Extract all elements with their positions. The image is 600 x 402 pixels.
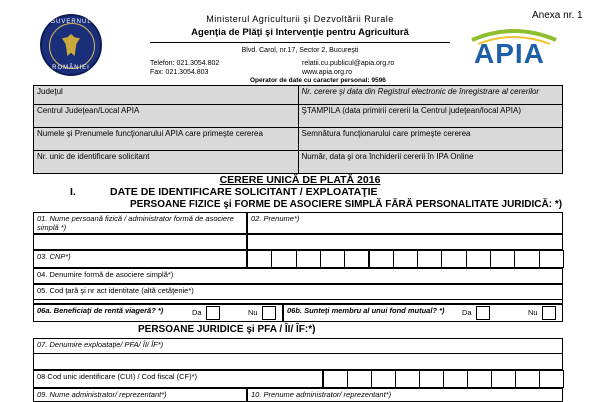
form-title: CERERE UNICĂ DE PLATĂ 2016 bbox=[219, 174, 381, 186]
cui-digit-cell[interactable] bbox=[515, 370, 540, 388]
subsection-natural-persons: PERSOANE FIZICE şi FORME DE ASOCIERE SIMPLĂ FĂRĂ PERSONALITATE JURIDICĂ: *) bbox=[130, 199, 563, 210]
section-number: I. bbox=[70, 186, 76, 198]
annex-label: Anexa nr. 1 bbox=[532, 10, 583, 21]
county-cell[interactable]: Judeţul bbox=[34, 86, 299, 105]
table-row bbox=[34, 151, 563, 174]
agency-address: Blvd. Carol, nr.17, Sector 2, Bucureşti bbox=[241, 47, 359, 54]
email-address: relatii.cu.publicul@apia.org.ro bbox=[302, 60, 395, 67]
subsection-legal-persons: PERSOANE JURIDICE şi PFA / ÎI/ ÎF:*) bbox=[138, 324, 316, 335]
field-06a-annuity bbox=[33, 304, 283, 322]
agency-name: Agenţia de Plăţi şi Intervenţie pentru Agricultură bbox=[191, 27, 409, 38]
seal-bottom-text: ROMÂNIEI bbox=[52, 65, 90, 71]
field-06b-mutual-fund bbox=[283, 304, 563, 322]
field-02-label: 02. Prenume*) bbox=[251, 214, 300, 223]
clerk-signature-cell[interactable]: Semnătura funcţionarului care primeşte cererea bbox=[298, 128, 563, 151]
cnp-digit-cell[interactable] bbox=[539, 250, 564, 268]
field-03-cnp[interactable] bbox=[33, 250, 247, 268]
table-row bbox=[34, 86, 563, 105]
field-01-label: 01. Nume persoană fizică / administrator formă de asociere simplă *) bbox=[37, 214, 234, 232]
contact-phones bbox=[150, 59, 219, 77]
cui-digit-cell[interactable] bbox=[443, 370, 468, 388]
operator-number: Operator de date cu caracter personal: 9596 bbox=[250, 77, 386, 84]
field-03-label: 03. CNP*) bbox=[37, 252, 71, 261]
06a-yes-label: Da bbox=[192, 308, 202, 317]
field-06b-label: 06b. Sunteţi membru al unui fond mutual? *) bbox=[287, 306, 445, 315]
cnp-digit-cell[interactable] bbox=[441, 250, 466, 268]
field-10-label: 10. Prenume administrator/ reprezentant*) bbox=[251, 390, 392, 399]
cui-digit-cell[interactable] bbox=[539, 370, 564, 388]
field-09-label: 09. Nume administrator/ reprezentant*) bbox=[37, 390, 167, 399]
field-04-association-name[interactable] bbox=[33, 268, 563, 284]
field-07-value[interactable] bbox=[33, 354, 563, 370]
stamp-cell[interactable]: ŞTAMPILA (data primirii cererii la Centrul judeţean/local APIA) bbox=[298, 105, 563, 128]
06b-no-label: Nu bbox=[528, 308, 538, 317]
06a-no-checkbox[interactable] bbox=[262, 306, 276, 320]
06b-yes-checkbox[interactable] bbox=[476, 306, 490, 320]
cnp-digit-cell[interactable] bbox=[466, 250, 491, 268]
cnp-digit-cell[interactable] bbox=[247, 250, 272, 268]
cnp-digit-cell[interactable] bbox=[344, 250, 369, 268]
table-row bbox=[34, 105, 563, 128]
registry-table bbox=[33, 85, 563, 174]
cnp-digit-cell[interactable] bbox=[320, 250, 345, 268]
cnp-digit-cell[interactable] bbox=[296, 250, 321, 268]
website: www.apia.org.ro bbox=[302, 69, 353, 76]
cnp-digit-cell[interactable] bbox=[490, 250, 515, 268]
field-04-label: 04. Denumire formă de asociere simplă*) bbox=[37, 270, 174, 279]
cnp-digit-cell[interactable] bbox=[417, 250, 442, 268]
cui-digit-cell[interactable] bbox=[395, 370, 420, 388]
field-02-value[interactable] bbox=[247, 234, 563, 250]
apia-center-cell[interactable]: Centrul Judeţean/Local APIA bbox=[34, 105, 299, 128]
cnp-digit-cell[interactable] bbox=[271, 250, 296, 268]
closing-date-cell[interactable]: Număr, data şi ora închiderii cererii în IPA Online bbox=[298, 151, 563, 174]
fax-number: Fax: 021.3054.803 bbox=[150, 69, 209, 76]
06a-no-label: Nu bbox=[248, 308, 258, 317]
06a-yes-checkbox[interactable] bbox=[206, 306, 220, 320]
applicant-id-cell[interactable]: Nr. unic de identificare solicitant bbox=[34, 151, 299, 174]
field-05-label: 05. Cod ţară şi nr act identitate (altă cetăţenie*) bbox=[37, 286, 194, 295]
cui-digit-cell[interactable] bbox=[491, 370, 516, 388]
clerk-name-cell[interactable]: Numele şi Prenumele funcţionarului APIA care primeşte cererea bbox=[34, 128, 299, 151]
seal-top-text: GUVERNUL bbox=[50, 19, 92, 25]
cui-digit-cell[interactable] bbox=[419, 370, 444, 388]
field-01-value[interactable] bbox=[33, 234, 247, 250]
field-06a-label: 06a. Beneficiaţi de rentă viageră? *) bbox=[37, 306, 164, 315]
contact-web bbox=[302, 59, 394, 77]
field-07-farm-name[interactable] bbox=[33, 338, 563, 354]
cui-digit-cell[interactable] bbox=[467, 370, 492, 388]
cnp-digit-cell[interactable] bbox=[393, 250, 418, 268]
header-divider bbox=[150, 42, 450, 43]
06b-no-checkbox[interactable] bbox=[542, 306, 556, 320]
government-seal bbox=[40, 14, 102, 76]
apia-logo-text: APIA bbox=[474, 38, 545, 69]
table-row bbox=[34, 128, 563, 151]
06b-yes-label: Da bbox=[462, 308, 472, 317]
cui-digit-cell[interactable] bbox=[323, 370, 348, 388]
cnp-digit-cell[interactable] bbox=[369, 250, 394, 268]
phone-number: Telefon: 021.3054.802 bbox=[150, 60, 220, 67]
section-title: DATE DE IDENTIFICARE SOLICITANT / EXPLOATAŢIE bbox=[110, 186, 378, 198]
field-01-name[interactable] bbox=[33, 212, 247, 234]
ministry-name: Ministerul Agriculturii şi Dezvoltării Rurale bbox=[206, 14, 394, 24]
cnp-digit-cell[interactable] bbox=[514, 250, 539, 268]
field-02-first-name[interactable] bbox=[247, 212, 563, 234]
registry-number-cell[interactable]: Nr. cerere şi data din Registrul electronic de înregistrare al cererilor bbox=[298, 86, 563, 105]
field-08-fiscal-code[interactable] bbox=[33, 370, 323, 388]
field-07-label: 07. Denumire exploataţie/ PFA/ ÎI/ ÎF*) bbox=[37, 340, 164, 349]
cui-digit-cell[interactable] bbox=[371, 370, 396, 388]
field-08-label: 08 Cod unic identificare (CUI) / Cod fiscal (CF)*) bbox=[37, 372, 198, 381]
cui-digit-cell[interactable] bbox=[347, 370, 372, 388]
field-05-id-document[interactable] bbox=[33, 284, 563, 300]
